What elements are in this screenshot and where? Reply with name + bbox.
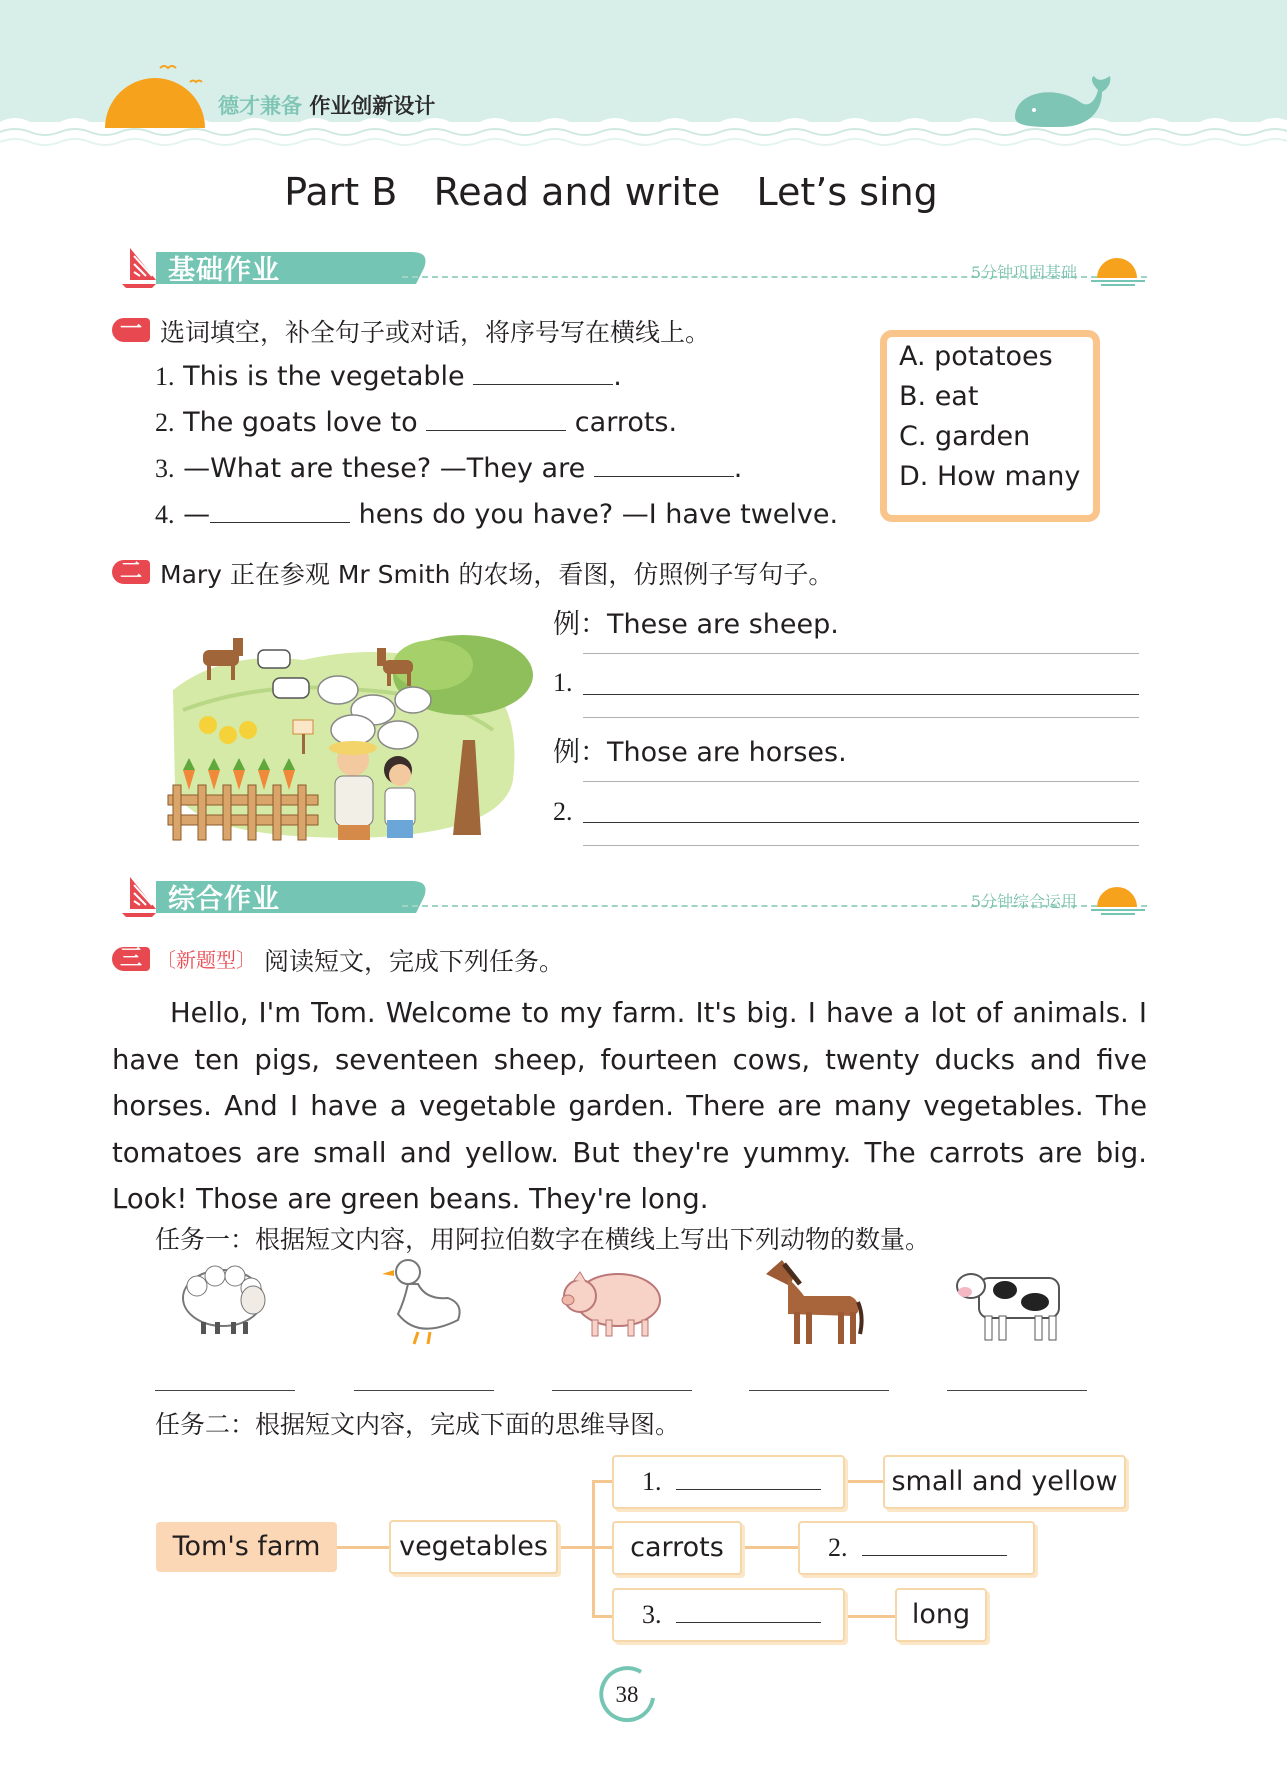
question-instruction: 阅读短文，完成下列任务。 <box>264 947 565 976</box>
cow-icon <box>955 1256 1067 1346</box>
exercise-line-4: 4. — hens do you have? —I have twelve. <box>155 496 838 530</box>
question-number: 二 <box>112 560 150 584</box>
item-number: 1. <box>553 668 573 697</box>
answer-line-sheep[interactable] <box>155 1390 295 1391</box>
mindmap-leaf-2: carrots <box>612 1521 742 1575</box>
new-type-tag: 〔新题型〕 <box>156 948 256 972</box>
writing-guide-line <box>583 845 1139 846</box>
section-banner-comprehensive <box>112 873 1147 923</box>
page-number: 38 <box>615 1682 639 1707</box>
writing-guide-line <box>583 781 1139 782</box>
mindmap-blank-2[interactable]: 2. <box>798 1521 1035 1575</box>
connector <box>592 1615 612 1618</box>
question-number: 一 <box>112 318 150 342</box>
section-label: 综合作业 <box>168 884 280 915</box>
section-time-tag: 5分钟综合运用 <box>970 892 1077 911</box>
section-time-tag: 5分钟巩固基础 <box>970 263 1077 282</box>
item-number: 2. <box>553 797 573 826</box>
mindmap-branch: vegetables <box>389 1520 558 1574</box>
option-d: D. How many <box>899 461 1081 492</box>
sunset-icon <box>1089 252 1147 288</box>
connector <box>337 1546 389 1549</box>
mindmap-blank-3[interactable]: 3. <box>612 1588 845 1642</box>
writing-guide-line <box>583 717 1139 718</box>
example-sentence-2: 例：Those are horses. <box>553 737 847 768</box>
connector <box>592 1480 612 1483</box>
sun-icon <box>100 60 210 132</box>
answer-line-2[interactable] <box>583 822 1139 823</box>
answer-blank[interactable] <box>676 1604 821 1623</box>
question-instruction: 选词填空，补全句子或对话，将序号写在横线上。 <box>160 318 711 347</box>
exercise-line-1: 1. This is the vegetable . <box>155 358 622 392</box>
answer-blank[interactable] <box>862 1537 1007 1556</box>
task-2-instruction: 任务二：根据短文内容，完成下面的思维导图。 <box>155 1412 681 1439</box>
answer-blank[interactable] <box>426 404 566 431</box>
task-1-instruction: 任务一：根据短文内容，用阿拉伯数字在横线上写出下列动物的数量。 <box>155 1227 931 1254</box>
connector <box>843 1480 883 1483</box>
word-bank-box <box>880 330 1100 522</box>
horse-icon <box>760 1256 866 1348</box>
answer-blank[interactable] <box>473 358 613 385</box>
exercise-line-3: 3. —What are these? —They are . <box>155 450 742 484</box>
answer-blank[interactable] <box>594 450 734 477</box>
reading-passage <box>112 990 1147 1223</box>
sunset-icon <box>1089 881 1147 917</box>
question-instruction: Mary 正在参观 Mr Smith 的农场，看图，仿照例子写句子。 <box>160 560 834 589</box>
brand-name: 德才兼备 <box>218 94 302 118</box>
writing-guide-line <box>583 653 1139 654</box>
pig-icon <box>558 1262 668 1340</box>
option-a: A. potatoes <box>899 341 1053 372</box>
answer-blank[interactable] <box>676 1471 821 1490</box>
answer-blank[interactable] <box>210 496 350 523</box>
page-title: Part B Read and write Let’s sing <box>284 170 938 214</box>
connector <box>740 1546 798 1549</box>
answer-line-duck[interactable] <box>354 1390 494 1391</box>
farm-illustration <box>163 620 543 848</box>
answer-line-cow[interactable] <box>947 1390 1087 1391</box>
mindmap-blank-1[interactable]: 1. <box>612 1455 845 1509</box>
option-b: B. eat <box>899 381 979 412</box>
whale-icon <box>1010 72 1115 132</box>
brand-subtitle: 作业创新设计 <box>309 94 436 118</box>
answer-line-1[interactable] <box>583 694 1139 695</box>
mindmap-root: Tom's farm <box>156 1522 337 1572</box>
option-c: C. garden <box>899 421 1031 452</box>
series-brand <box>218 90 435 120</box>
connector <box>558 1546 594 1549</box>
exercise-line-2: 2. The goats love to carrots. <box>155 404 677 438</box>
sheep-icon <box>175 1258 271 1338</box>
connector <box>592 1546 612 1549</box>
section-banner-basic <box>112 244 1147 294</box>
passage-text: Hello, I'm Tom. Welcome to my farm. It's big. I have a lot of animals. I have ten pigs, seventeen sheep, fourteen cows, twenty ducks and five horses. And I have a vegetable garden. There are many vegetables. The tomatoes are small and yellow. But they're yummy. The carrots are big. Look! Those are green beans. They're long. <box>112 997 1147 1215</box>
example-sentence-1: 例：These are sheep. <box>553 609 839 640</box>
question-number: 三 <box>112 947 150 971</box>
answer-line-pig[interactable] <box>552 1390 692 1391</box>
connector <box>592 1480 595 1618</box>
mindmap-leaf-3: long <box>895 1588 987 1642</box>
mindmap-leaf-1: small and yellow <box>883 1455 1126 1509</box>
answer-line-horse[interactable] <box>749 1390 889 1391</box>
duck-icon <box>378 1254 468 1346</box>
connector <box>843 1615 895 1618</box>
section-label: 基础作业 <box>168 255 280 286</box>
